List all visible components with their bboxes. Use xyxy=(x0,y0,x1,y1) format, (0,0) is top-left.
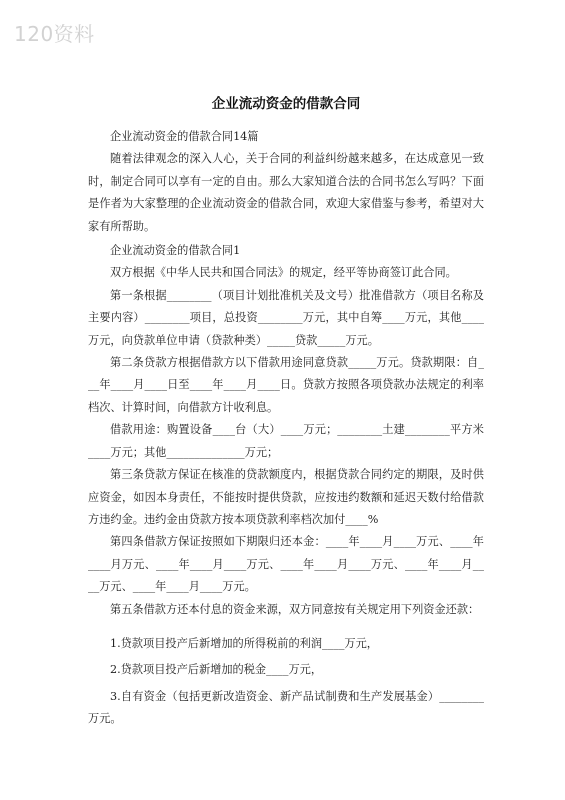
section-heading: 企业流动资金的借款合同1 xyxy=(110,244,241,258)
list-item: 1.贷款项目投产后新增加的所得税前的利润____万元， xyxy=(110,636,378,650)
intro-paragraph: 随着法律观念的深入人心，关于合同的利益纠纷越来越多，在达成意见一致时，制定合同可以享有一定的自由。那么大家知道合法的合同书怎么写吗？下面是作者为大家整理的企业流动资金的借款合同，欢迎大家借鉴与参考，希望对大家有所帮助。 xyxy=(88,152,484,233)
list-item: 3.自有资金（包括更新改造资金、新产品试制费和生产发展基金）________万元。 xyxy=(88,689,484,726)
article-2: 第二条贷款方根据借款方以下借款用途同意贷款_____万元。贷款期限：自___年____月____日至____年____月____日。贷款方按照各项贷款办法规定的利率档次、计算时间，向借款方计收利息。 xyxy=(88,356,484,414)
document-title: 企业流动资金的借款合同 xyxy=(211,96,361,112)
article-4: 第四条借款方保证按照如下期限归还本金：____年____月____万元、____年____月万元、____年____月____万元、____年____月____万元、____年____月____万元、____年____月____万元。 xyxy=(88,535,484,594)
document-subtitle: 企业流动资金的借款合同14篇 xyxy=(110,130,259,143)
usage-paragraph: 借款用途：购置设备____台（大）____万元；________土建________平方米____万元；其他______________万元； xyxy=(88,423,484,459)
basis-paragraph: 双方根据《中华人民共和国合同法》的规定，经平等协商签订此合同。 xyxy=(110,266,457,280)
article-1: 第一条根据________（项目计划批准机关及文号）批准借款方（项目名称及主要内容）________项目，总投资________万元，其中自筹____万元，其他____万元，向贷款单位申请（贷款种类）_____贷款_____万元。 xyxy=(88,288,484,347)
article-5: 第五条借款方还本付息的资金来源，双方同意按有关规定用下列资金还款： xyxy=(110,602,480,616)
article-3: 第三条贷款方保证在核准的贷款额度内，根据贷款合同约定的期限，及时供应资金，如因本身责任，不能按时提供贷款，应按违约数额和延迟天数付给借款方违约金。违约金由贷款方按本项贷款利率档次加付____% xyxy=(88,468,484,526)
repayment-source-list xyxy=(88,633,484,731)
document-page xyxy=(88,92,484,735)
watermark-logo: 120资料 xyxy=(14,22,95,46)
list-item: 2.贷款项目投产后新增加的税金____万元， xyxy=(110,663,323,677)
